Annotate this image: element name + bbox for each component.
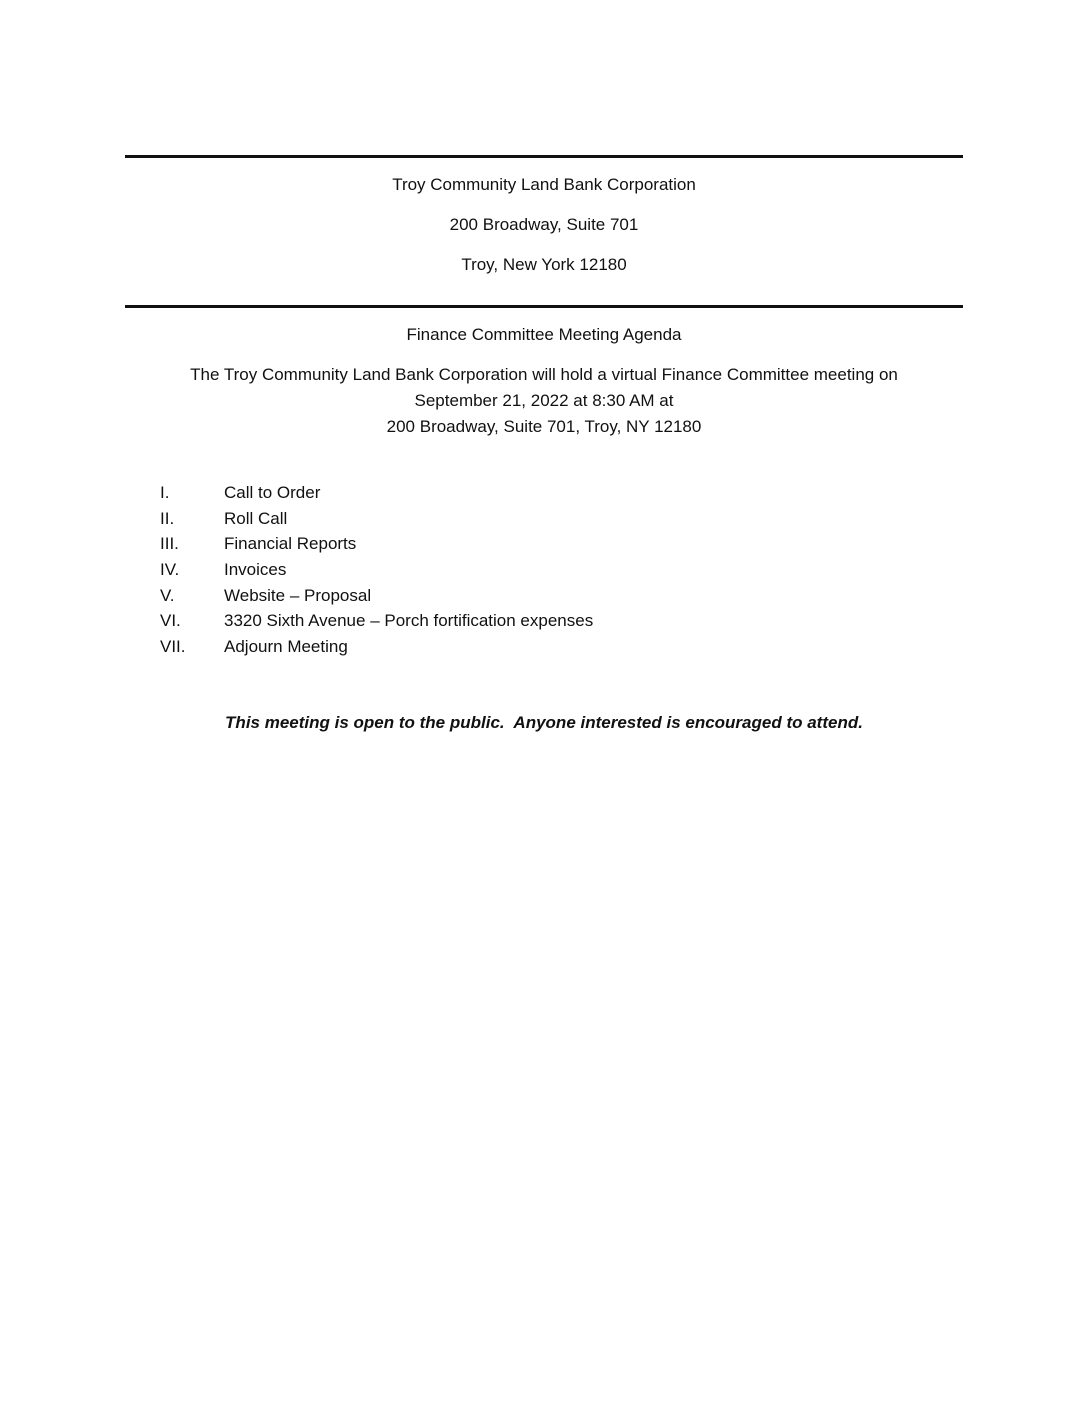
- address-line-2: Troy, New York 12180: [461, 255, 627, 274]
- meeting-intro-line-2: September 21, 2022 at 8:30 AM at: [414, 391, 674, 410]
- agenda-item: [160, 608, 593, 634]
- agenda-title: Finance Committee Meeting Agenda: [406, 325, 682, 344]
- header-bottom-rule: [125, 305, 963, 308]
- agenda-item: [160, 480, 593, 506]
- agenda-item: [160, 531, 593, 557]
- agenda-item: [160, 634, 593, 660]
- agenda-item-text: Invoices: [224, 559, 287, 579]
- agenda-item-number: IV.: [160, 559, 180, 579]
- agenda-list: [160, 480, 593, 660]
- public-meeting-note: This meeting is open to the public. Anyone interested is encouraged to attend.: [225, 713, 863, 732]
- agenda-item-text: Call to Order: [224, 482, 321, 502]
- agenda-item-number: I.: [160, 482, 170, 502]
- agenda-item-number: VII.: [160, 636, 186, 656]
- agenda-item-text: Website – Proposal: [224, 585, 372, 605]
- agenda-item-text: Roll Call: [224, 508, 288, 528]
- meeting-intro-line-1: The Troy Community Land Bank Corporation will hold a virtual Finance Committee meeting on: [190, 365, 898, 384]
- agenda-item-number: VI.: [160, 611, 181, 631]
- header-top-rule: [125, 155, 963, 158]
- agenda-item-text: Adjourn Meeting: [224, 636, 348, 656]
- agenda-item-number: II.: [160, 508, 175, 528]
- agenda-item-text: 3320 Sixth Avenue – Porch fortification expenses: [224, 611, 594, 631]
- meeting-intro-line-3: 200 Broadway, Suite 701, Troy, NY 12180: [386, 417, 702, 436]
- agenda-item-text: Financial Reports: [224, 534, 357, 554]
- agenda-item-number: III.: [160, 534, 179, 554]
- agenda-item: [160, 557, 593, 583]
- organization-name: Troy Community Land Bank Corporation: [392, 175, 696, 194]
- agenda-item: [160, 583, 593, 609]
- agenda-item-number: V.: [160, 585, 175, 605]
- agenda-item: [160, 506, 593, 532]
- address-line-1: 200 Broadway, Suite 701: [449, 215, 639, 234]
